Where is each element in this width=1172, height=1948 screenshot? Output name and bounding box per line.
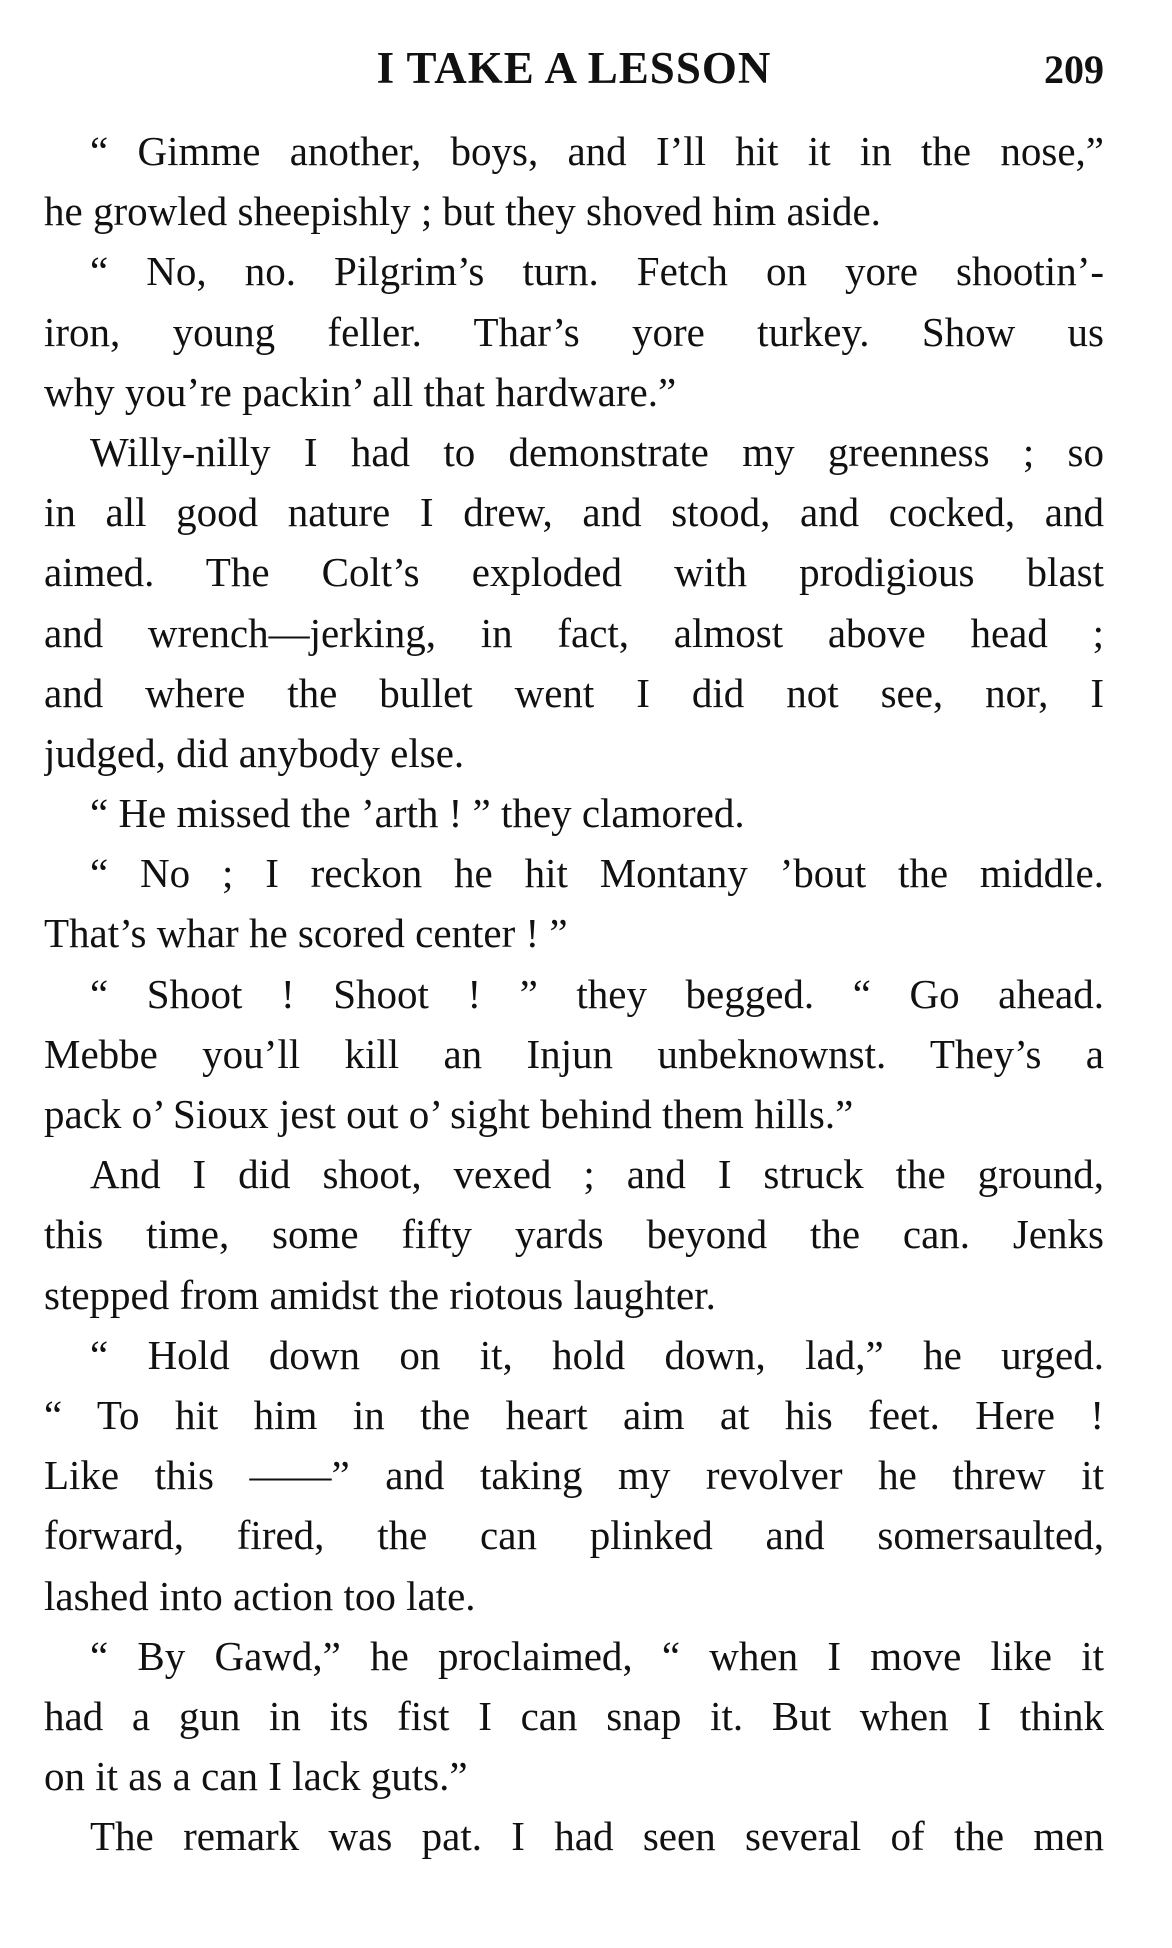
text-line: and wrench—jerking, in fact, almost above head ; [44,609,1104,656]
text-line: Willy-nilly I had to demonstrate my greenness ; so [90,428,1104,475]
text-line: on it as a can I lack guts.” [44,1753,468,1800]
text-line: “ No, no. Pilgrim’s turn. Fetch on yore shootin’- [90,248,1104,295]
text-line: “ Shoot ! Shoot ! ” they begged. “ Go ahead. [90,970,1104,1017]
text-line: “ Hold down on it, hold down, lad,” he urged. [90,1331,1104,1378]
text-line: lashed into action too late. [44,1572,476,1619]
text-line: why you’re packin’ all that hardware.” [44,368,677,415]
text-line: “ He missed the ’arth ! ” they clamored. [90,790,745,837]
page-number: 209 [1044,47,1104,92]
body-text [44,121,1104,1866]
text-line: “ By Gawd,” he proclaimed, “ when I move like it [90,1632,1104,1679]
text-line: Mebbe you’ll kill an Injun unbeknownst. They’s a [44,1030,1104,1077]
text-line: this time, some fifty yards beyond the can. Jenks [44,1211,1104,1258]
text-line: The remark was pat. I had seen several of the men [90,1813,1104,1860]
text-line: had a gun in its fist I can snap it. But when I think [44,1692,1104,1739]
text-line: “ To hit him in the heart aim at his feet. Here ! [44,1391,1104,1438]
text-line: iron, young feller. Thar’s yore turkey. Show us [44,308,1104,355]
text-line: “ Gimme another, boys, and I’ll hit it in the nose,” [90,128,1104,174]
text-line: stepped from amidst the riotous laughter. [44,1271,716,1318]
text-line: “ No ; I reckon he hit Montany ’bout the middle. [90,850,1104,897]
text-line: in all good nature I drew, and stood, and cocked, and [44,489,1104,536]
text-line: And I did shoot, vexed ; and I struck the ground, [90,1151,1104,1198]
text-line: That’s whar he scored center ! ” [44,910,568,957]
text-line: judged, did anybody else. [44,729,465,776]
text-line: forward, fired, the can plinked and somersaulted, [44,1512,1104,1559]
text-line: Like this ——” and taking my revolver he threw it [44,1452,1104,1499]
book-page [44,0,1104,1948]
text-line: he growled sheepishly ; but they shoved him aside. [44,188,881,235]
text-line: aimed. The Colt’s exploded with prodigious blast [44,549,1104,596]
running-title: I TAKE A LESSON [376,43,772,93]
text-line: pack o’ Sioux jest out o’ sight behind them hills.” [44,1091,854,1137]
running-head [44,38,1104,98]
text-line: and where the bullet went I did not see, nor, I [44,669,1104,716]
